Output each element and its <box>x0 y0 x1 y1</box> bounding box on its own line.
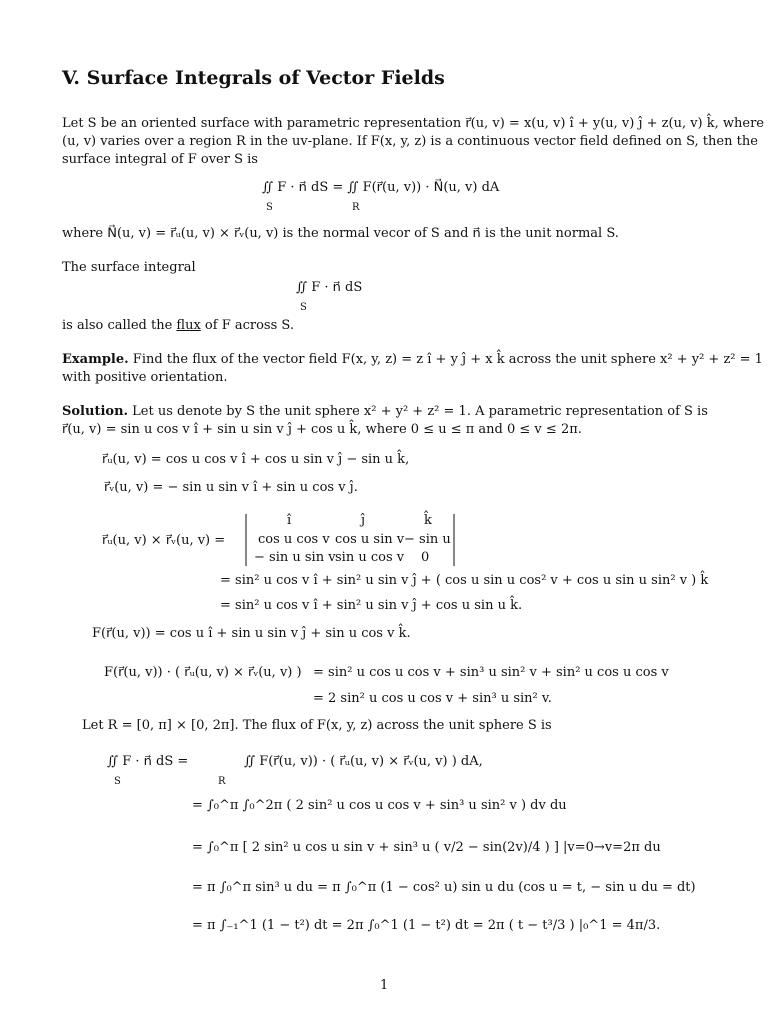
example-line-1 <box>62 352 763 368</box>
det-r1-c3: k̂ <box>424 513 432 528</box>
flux-term: flux <box>176 318 201 333</box>
flux-text-post: of F across S. <box>200 318 294 333</box>
surface-integral-definition: ∬ F · n⃗ dS = ∬ F(r⃗(u, v)) · N⃗(u, v) dA <box>262 180 500 195</box>
flux-subscript-s: S <box>300 302 307 313</box>
example-label: Example. <box>62 352 129 367</box>
cross-product-lhs: r⃗ᵤ(u, v) × r⃗ᵥ(u, v) = <box>102 533 226 548</box>
flux-intro-line: The surface integral <box>62 260 196 275</box>
det-r1-c1: î <box>287 513 292 528</box>
ru-equation: r⃗ᵤ(u, v) = cos u cos v î + cos u sin v ĵ − sin u k̂, <box>102 452 410 467</box>
flux-definition-line <box>62 318 294 334</box>
flux-lhs-subscript-s: S <box>114 776 121 787</box>
flux-lhs: ∬ F · n⃗ dS = <box>107 754 189 769</box>
section-title: V. Surface Integrals of Vector Fields <box>62 67 445 89</box>
cross-product-expanded: = sin² u cos v î + sin² u sin v ĵ + ( cos u sin u cos² v + cos u sin u sin² v ) k̂ <box>220 573 709 588</box>
det-r3-c2: sin u cos v <box>335 550 405 565</box>
det-r2-c1: cos u cos v <box>258 532 330 547</box>
page-number: 1 <box>380 978 389 993</box>
normal-vector-line: where N⃗(u, v) = r⃗ᵤ(u, v) × r⃗ᵥ(u, v) is the normal vecor of S and n⃗ is the unit normal S. <box>62 226 619 241</box>
flux-step-4: = π ∫₀^π sin³ u du = π ∫₀^π (1 − cos² u) sin u du (cos u = t, − sin u du = dt) <box>192 880 696 895</box>
flux-step-2: = ∫₀^π ∫₀^2π ( 2 sin² u cos u cos v + sin³ u sin² v ) dv du <box>192 798 567 813</box>
flux-step-3: = ∫₀^π [ 2 sin² u cos u sin v + sin³ u ( v/2 − sin(2v)/4 ) ] |v=0→v=2π du <box>192 840 661 855</box>
region-statement: Let R = [0, π] × [0, 2π]. The flux of F(x, y, z) across the unit sphere S is <box>82 718 552 733</box>
dot-product-eq-1: = sin² u cos u cos v + sin³ u sin² v + sin² u cos u cos v <box>313 665 669 680</box>
det-r2-c3: − sin u <box>404 532 451 547</box>
flux-step-1: ∬ F(r⃗(u, v)) · ( r⃗ᵤ(u, v) × r⃗ᵥ(u, v) ) dA, <box>244 754 483 769</box>
eq1-subscript-r: R <box>352 202 360 213</box>
f-of-r-equation: F(r⃗(u, v)) = cos u î + sin u sin v ĵ + sin u cos v k̂. <box>92 626 411 641</box>
eq1-subscript-s: S <box>266 202 273 213</box>
intro-line-1: Let S be an oriented surface with parametric representation r⃗(u, v) = x(u, v) î + y(u, v) ĵ + z(u, v) k̂, where <box>62 116 764 131</box>
det-r3-c1: − sin u sin v <box>254 550 336 565</box>
det-r1-c2: ĵ <box>361 513 366 528</box>
intro-line-3: surface integral of F over S is <box>62 152 258 167</box>
flux-integral: ∬ F · n⃗ dS <box>296 280 363 295</box>
det-r2-c2: cos u sin v <box>335 532 405 547</box>
solution-line-2: r⃗(u, v) = sin u cos v î + sin u sin v ĵ + cos u k̂, where 0 ≤ u ≤ π and 0 ≤ v ≤ 2π. <box>62 422 582 437</box>
example-line-2: with positive orientation. <box>62 370 228 385</box>
solution-text-1: Let us denote by S the unit sphere x² + y² + z² = 1. A parametric representation of S is <box>128 404 708 419</box>
example-text-1: Find the flux of the vector field F(x, y, z) = z î + y ĵ + x k̂ across the unit sphere x² + y² + z² = 1 <box>128 352 763 367</box>
flux-step-1-subscript-r: R <box>218 776 226 787</box>
det-r3-c3: 0 <box>421 550 430 565</box>
solution-line-1 <box>62 404 708 420</box>
solution-label: Solution. <box>62 404 129 419</box>
rv-equation: r⃗ᵥ(u, v) = − sin u sin v î + sin u cos v ĵ. <box>104 480 358 495</box>
dot-product-eq-2: = 2 sin² u cos u cos v + sin³ u sin² v. <box>313 691 552 706</box>
intro-line-2: (u, v) varies over a region R in the uv-plane. If F(x, y, z) is a continuous vector field defined on S, then the <box>62 134 758 149</box>
dot-product-lhs: F(r⃗(u, v)) · ( r⃗ᵤ(u, v) × r⃗ᵥ(u, v) ) <box>104 665 302 680</box>
flux-text-pre: is also called the <box>62 318 177 333</box>
flux-step-5: = π ∫₋₁^1 (1 − t²) dt = 2π ∫₀^1 (1 − t²) dt = 2π ( t − t³/3 ) |₀^1 = 4π/3. <box>192 918 661 933</box>
cross-product-simplified: = sin² u cos v î + sin² u sin v ĵ + cos u sin u k̂. <box>220 598 523 613</box>
